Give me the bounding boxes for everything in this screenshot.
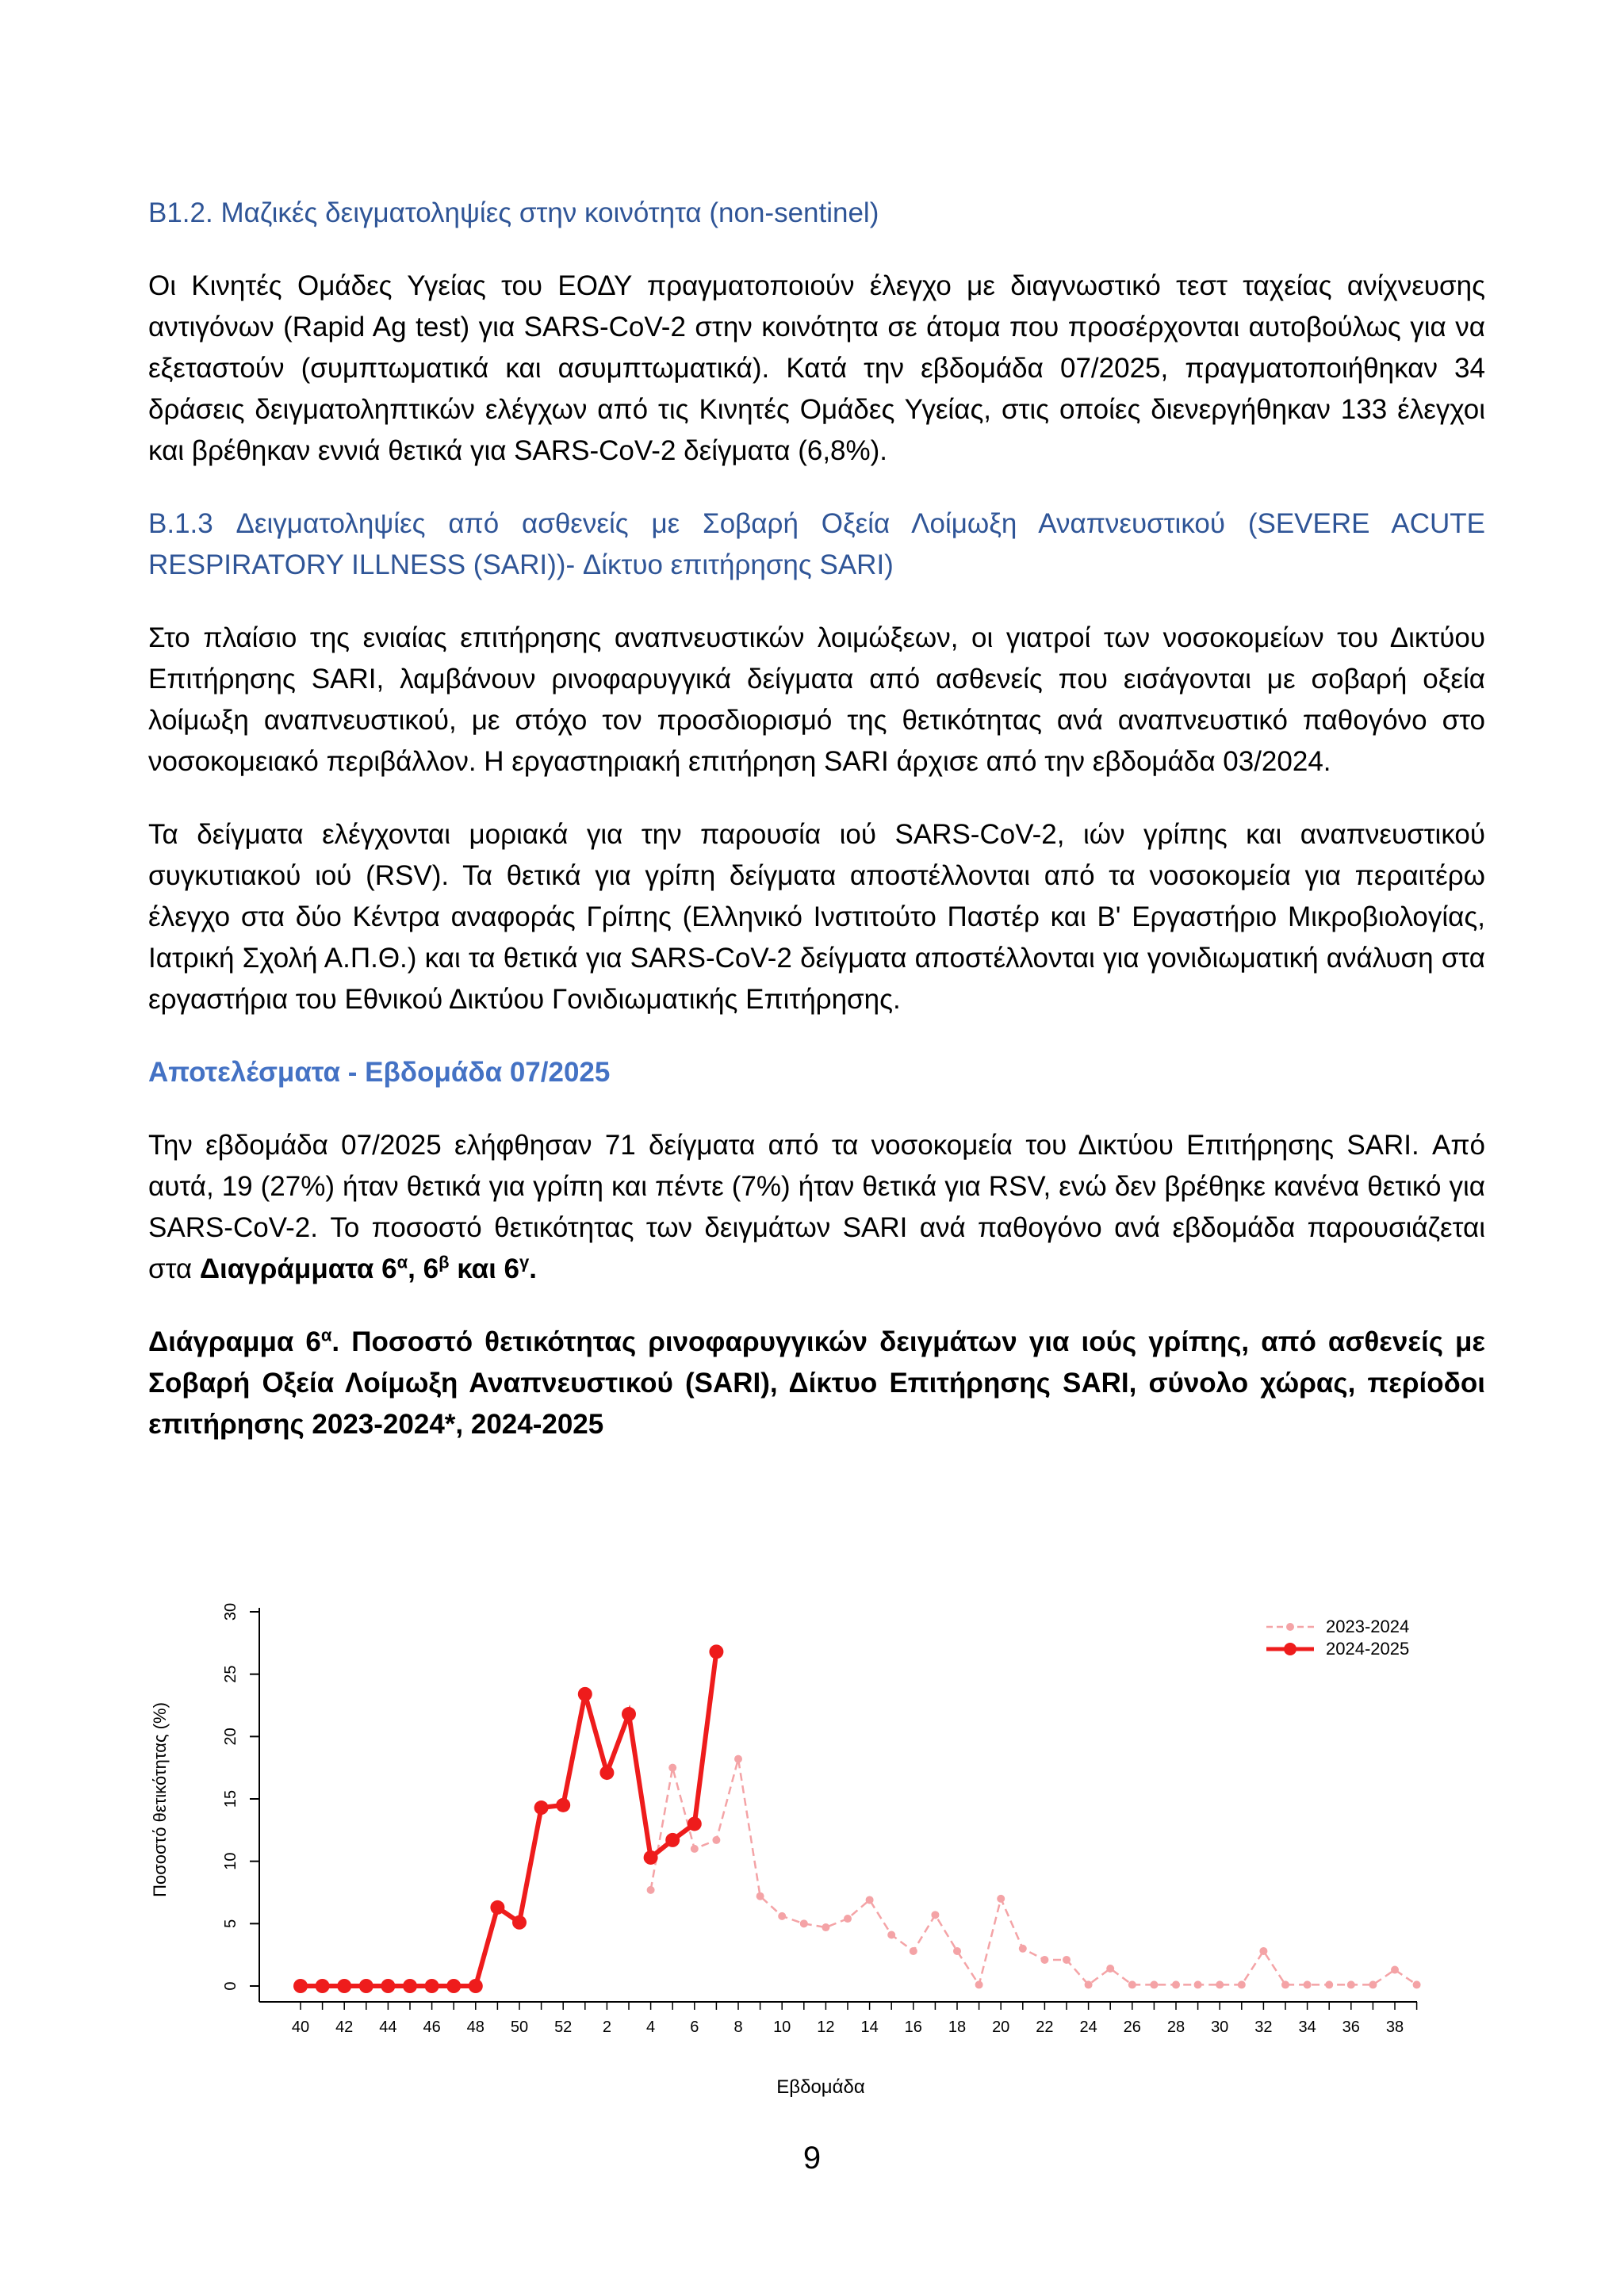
series-point-1 [578, 1687, 592, 1701]
series-point-1 [512, 1915, 527, 1930]
y-tick-label: 25 [222, 1665, 239, 1683]
series-point-0 [844, 1915, 852, 1923]
results-body [148, 1125, 1485, 1290]
section-b13-body-2: Τα δείγματα ελέγχονται μοριακά για την παρουσία ιού SARS-CoV-2, ιών γρίπης και αναπνευστικού συγκυτιακού ιού (RSV). Τα θετικά για γρίπη δείγματα αποστέλλονται από τα νοσοκομεία για περαιτέρω έλεγχο στα δύο Κέντρα αναφοράς Γρίπης (Ελληνικό Ινστιτούτο Παστέρ και Β' Εργαστήριο Μικροβιολογίας, Ιατρική Σχολή Α.Π.Θ.) και τα θετικά για SARS-CoV-2 δείγματα αποστέλλονται για γονιδιωματική ανάλυση στα εργαστήρια του Εθνικού Δικτύου Γονιδιωματικής Επιτήρησης. [148, 819, 1485, 1015]
x-tick-label: 30 [1211, 2019, 1229, 2036]
x-tick-label: 22 [1036, 2019, 1054, 2036]
series-point-0 [778, 1912, 786, 1920]
figure-ref-3: και 6 [449, 1253, 520, 1284]
series-point-0 [997, 1895, 1005, 1903]
x-tick-label: 16 [904, 2019, 922, 2036]
series-point-0 [1304, 1980, 1312, 1988]
series-point-0 [1040, 1956, 1048, 1964]
series-point-0 [1391, 1966, 1399, 1974]
series-point-0 [1150, 1980, 1158, 1988]
x-tick-label: 40 [291, 2019, 310, 2036]
x-tick-label: 28 [1166, 2019, 1185, 2036]
series-point-1 [403, 1979, 417, 1993]
x-tick-label: 24 [1079, 2019, 1097, 2036]
series-point-0 [1259, 1947, 1267, 1955]
x-tick-label: 26 [1123, 2019, 1141, 2036]
series-point-0 [691, 1845, 699, 1853]
x-tick-label: 46 [423, 2019, 441, 2036]
series-point-0 [1281, 1980, 1289, 1988]
x-tick-label: 4 [646, 2019, 656, 2036]
series-point-1 [644, 1850, 658, 1865]
series-point-0 [712, 1836, 720, 1844]
y-tick-label: 10 [222, 1852, 239, 1870]
y-tick-label: 0 [222, 1981, 239, 1991]
series-point-0 [1085, 1980, 1093, 1988]
section-b13-title: B.1.3 Δειγματοληψίες από ασθενείς με Σοβαρή Οξεία Λοίμωξη Αναπνευστικού (SEVERE ACUTE RESPIRATORY ILLNESS (SARI))- Δίκτυο επιτήρησης SARI) [148, 508, 1485, 580]
y-tick-label: 5 [222, 1919, 239, 1928]
x-tick-label: 14 [860, 2019, 879, 2036]
series-point-0 [1172, 1980, 1180, 1988]
caption-prefix: Διάγραμμα 6 [148, 1326, 321, 1357]
x-tick-label: 36 [1342, 2019, 1360, 2036]
series-point-1 [665, 1833, 680, 1847]
figure-ref-2: , 6 [408, 1253, 439, 1284]
section-b13-body-1: Στο πλαίσιο της ενιαίας επιτήρησης αναπνευστικών λοιμώξεων, οι γιατροί των νοσοκομείων του Δικτύου Επιτήρησης SARI, λαμβάνουν ρινοφαρυγγικά δείγματα από ασθενείς που εισάγονται με σοβαρή οξεία λοίμωξη αναπνευστικού, με στόχο τον προσδιορισμό της θετικότητας ανά αναπνευστικό παθογόνο στο νοσοκομειακό περιβάλλον. Η εργαστηριακή επιτήρηση SARI άρχισε από την εβδομάδα 03/2024. [148, 622, 1485, 777]
figure-caption [148, 1322, 1485, 1445]
series-point-1 [293, 1979, 308, 1993]
series-point-0 [975, 1980, 983, 1988]
series-point-1 [381, 1979, 395, 1993]
y-tick-label: 15 [222, 1789, 239, 1808]
page-number: 9 [802, 2141, 822, 2175]
results-body-text: Την εβδομάδα 07/2025 ελήφθησαν 71 δείγματα από τα νοσοκομεία του Δικτύου Επιτήρησης SARI. Από αυτά, 19 (27%) ήταν θετικά για γρίπη και πέντε (7%) ήταν θετικά για RSV, ενώ δεν βρέθηκε κανένα θετικό για SARS-CoV-2. Το ποσοστό θετικότητας των δειγμάτων SARI ανά παθογόνο ανά εβδομάδα παρουσιάζεται στα [148, 1130, 1485, 1284]
x-tick-label: 8 [733, 2019, 743, 2036]
x-tick-label: 34 [1298, 2019, 1316, 2036]
series-point-1 [688, 1816, 702, 1831]
series-point-0 [1369, 1980, 1377, 1988]
series-point-0 [756, 1892, 764, 1900]
series-point-1 [709, 1644, 723, 1659]
x-axis-label: Εβδομάδα [776, 2076, 865, 2098]
series-point-0 [1347, 1980, 1355, 1988]
caption-text: . Ποσοστό θετικότητας ρινοφαρυγγικών δειγμάτων για ιούς γρίπης, από ασθενείς με Σοβαρή Οξεία Λοίμωξη Αναπνευστικού (SARI), Δίκτυο Επιτήρησης SARI, σύνολο χώρας, περίοδοι επιτήρησης 2023-2024*, 2024-2025 [148, 1326, 1485, 1440]
series-point-0 [647, 1886, 655, 1894]
series-point-0 [734, 1755, 742, 1763]
series-point-0 [1128, 1980, 1136, 1988]
x-tick-label: 50 [510, 2019, 529, 2036]
series-point-1 [599, 1766, 614, 1780]
positivity-line-chart [148, 1586, 1485, 2109]
series-point-0 [800, 1919, 808, 1927]
series-point-0 [1194, 1980, 1202, 1988]
results-title: Αποτελέσματα - Εβδομάδα 07/2025 [148, 1057, 611, 1088]
series-point-1 [534, 1800, 549, 1815]
y-tick-label: 20 [222, 1728, 239, 1746]
x-tick-label: 32 [1254, 2019, 1273, 2036]
series-point-0 [1216, 1980, 1224, 1988]
series-point-0 [1019, 1945, 1027, 1953]
x-tick-label: 2 [602, 2019, 611, 2036]
x-tick-label: 12 [817, 2019, 835, 2036]
series-point-1 [446, 1979, 461, 1993]
x-tick-label: 44 [379, 2019, 397, 2036]
series-point-0 [1325, 1980, 1333, 1988]
x-tick-label: 20 [992, 2019, 1010, 2036]
series-point-1 [316, 1979, 330, 1993]
legend-label-0: 2023-2024 [1326, 1617, 1410, 1636]
series-point-1 [337, 1979, 351, 1993]
series-point-0 [866, 1896, 874, 1904]
section-b12-title: B1.2. Μαζικές δειγματοληψίες στην κοινότητα (non-sentinel) [148, 197, 879, 228]
series-point-0 [668, 1764, 676, 1772]
legend-marker-0 [1286, 1623, 1294, 1631]
series-point-0 [887, 1931, 895, 1938]
series-point-0 [1063, 1956, 1071, 1964]
section-b12-body: Οι Κινητές Ομάδες Υγείας του ΕΟΔΥ πραγματοποιούν έλεγχο με διαγνωστικό τεστ ταχείας ανίχνευσης αντιγόνων (Rapid Ag test) για SARS-CoV-2 στην κοινότητα σε άτομα που προσέρχονται αυτοβούλως για να εξεταστούν (συμπτωματικά και ασυμπτωματικά). Κατά την εβδομάδα 07/2025, πραγματοποιήθηκαν 34 δράσεις δειγματοληπτικών ελέγχων από τις Κινητές Ομάδες Υγείας, στις οποίες διενεργήθηκαν 133 έλεγχοι και βρέθηκαν εννιά θετικά για SARS-CoV-2 δείγματα (6,8%). [148, 270, 1485, 466]
series-point-1 [556, 1798, 570, 1812]
series-point-1 [425, 1979, 439, 1993]
series-point-0 [822, 1923, 829, 1931]
series-point-1 [490, 1900, 504, 1915]
series-point-0 [910, 1947, 917, 1955]
x-tick-label: 18 [948, 2019, 967, 2036]
series-point-0 [953, 1947, 961, 1955]
legend-label-1: 2024-2025 [1326, 1639, 1410, 1659]
caption-sup: α [320, 1325, 332, 1345]
figure-ref-1: Διαγράμματα 6 [199, 1253, 397, 1284]
figure-ref-3-sup: γ [519, 1252, 530, 1272]
series-point-0 [1238, 1980, 1246, 1988]
x-tick-label: 6 [690, 2019, 699, 2036]
series-line-0 [651, 1759, 1417, 1985]
series-point-1 [469, 1979, 483, 1993]
x-tick-label: 48 [466, 2019, 485, 2036]
page-content [148, 0, 1485, 1445]
plot-layer [222, 1603, 1421, 2036]
series-point-0 [1413, 1980, 1421, 1988]
figure-ref-2-sup: β [439, 1252, 450, 1272]
series-point-1 [359, 1979, 373, 1993]
x-tick-label: 10 [773, 2019, 791, 2036]
legend-marker-1 [1284, 1643, 1297, 1655]
x-tick-label: 42 [335, 2019, 354, 2036]
y-tick-label: 30 [222, 1602, 239, 1621]
series-point-1 [622, 1707, 636, 1721]
y-axis-label: Ποσοστό θετικότητας (%) [150, 1702, 170, 1897]
results-figure-ref [200, 1253, 537, 1284]
series-point-0 [931, 1911, 939, 1919]
figure-ref-1-sup: α [396, 1252, 408, 1272]
series-point-0 [1106, 1965, 1114, 1973]
x-tick-label: 38 [1385, 2019, 1404, 2036]
figure-ref-end: . [529, 1253, 538, 1284]
series-line-1 [301, 1651, 716, 1986]
x-tick-label: 52 [554, 2019, 573, 2036]
